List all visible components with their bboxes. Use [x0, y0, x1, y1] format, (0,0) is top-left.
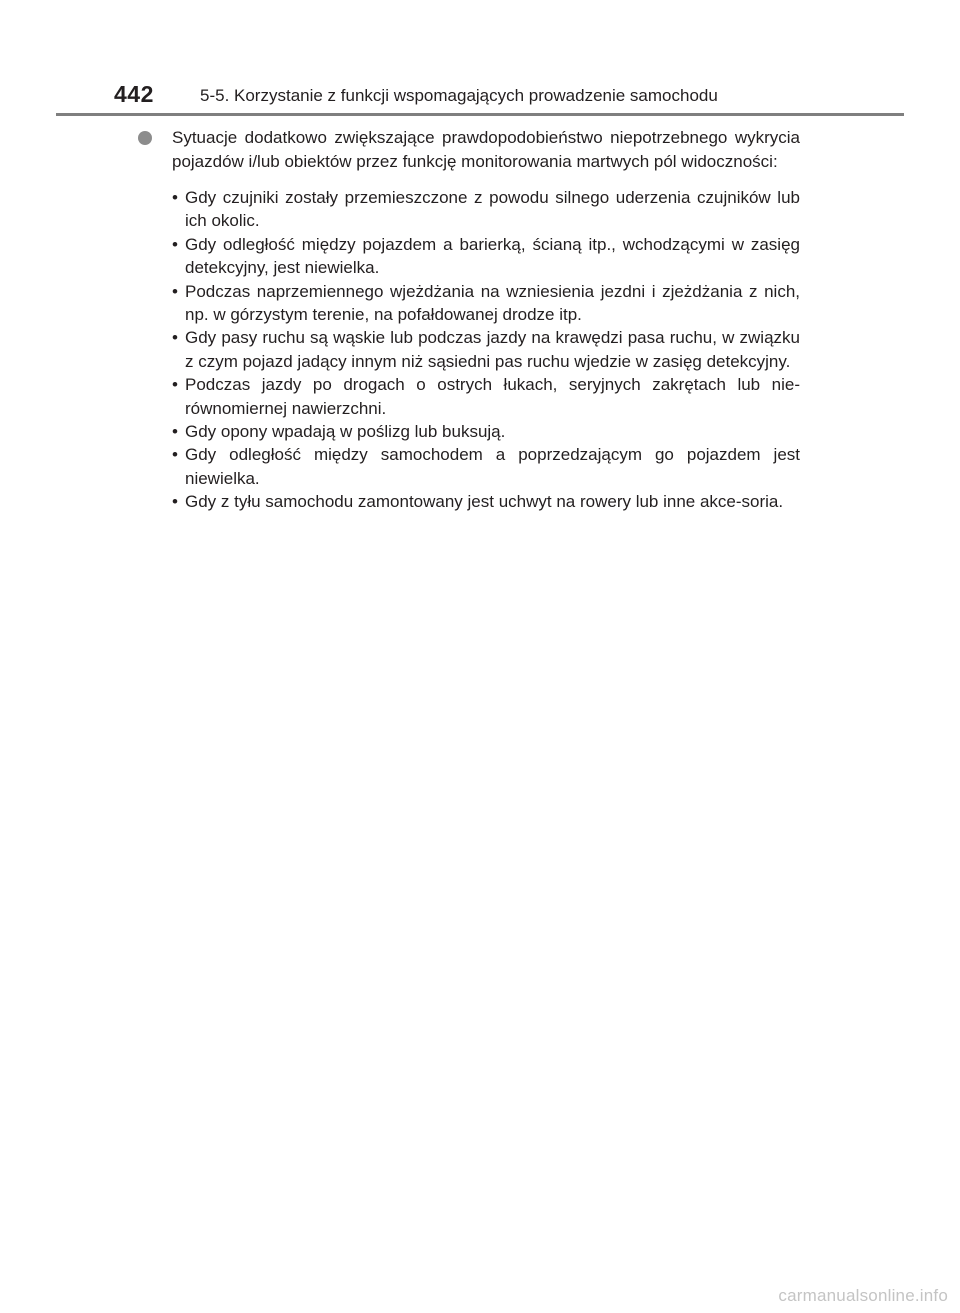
- situation-list: [138, 186, 800, 514]
- section-title: 5-5. Korzystanie z funkcji wspomagających prowadzenie samochodu: [200, 86, 718, 105]
- list-item-text: Gdy odległość między samochodem a poprzedzającym go pojazdem jest niewielka.: [185, 445, 800, 488]
- list-item: [172, 326, 800, 373]
- list-item-text: Gdy odległość między pojazdem a barierką, ścianą itp., wchodzącymi w zasięg detekcyjny, jest niewielka.: [185, 234, 800, 278]
- list-item-text: Gdy czujniki zostały przemieszczone z powodu silnego uderzenia czujników lub ich okolic.: [185, 188, 800, 231]
- bullet-dot-icon: •: [172, 281, 178, 301]
- bullet-dot-icon: •: [172, 234, 178, 254]
- lead-text: Sytuacje dodatkowo zwiększające prawdopodobieństwo niepotrzebnego wykrycia pojazdów i/lub obiektów przez funkcję monitorowania martwych pól widoczności:: [172, 128, 800, 171]
- circle-bullet-icon: [138, 131, 152, 145]
- list-item-text: Podczas naprzemiennego wjeżdżania na wzniesienia jezdni i zjeżdżania z nich, np. w górzystym terenie, na pofałdowanej drodze itp.: [185, 281, 800, 325]
- list-item-text: Gdy pasy ruchu są wąskie lub podczas jazdy na krawędzi pasa ruchu, w związku z czym pojazd jadący innym niż sąsiedni pas ruchu wjedzie w zasięg detekcyjny.: [185, 328, 800, 371]
- list-item-text: Gdy z tyłu samochodu zamontowany jest uchwyt na rowery lub inne akce-soria.: [185, 492, 784, 512]
- list-item: [172, 280, 800, 327]
- bullet-dot-icon: •: [172, 445, 178, 465]
- bullet-dot-icon: •: [172, 375, 178, 395]
- bullet-dot-icon: •: [172, 422, 178, 442]
- bullet-dot-icon: •: [172, 492, 178, 512]
- page-number: 442: [114, 81, 154, 107]
- header-divider: [56, 113, 904, 116]
- bullet-dot-icon: •: [172, 188, 178, 207]
- list-item: [172, 373, 800, 420]
- list-item-text: Gdy opony wpadają w poślizg lub buksują.: [185, 422, 506, 442]
- list-item-text: Podczas jazdy po drogach o ostrych łukach, seryjnych zakrętach lub nie-równomiernej nawierzchni.: [185, 375, 800, 418]
- main-content: [138, 126, 800, 514]
- list-item: [172, 443, 800, 490]
- list-item: [172, 233, 800, 280]
- list-item: [172, 490, 800, 513]
- list-item: [172, 420, 800, 443]
- list-item: [172, 186, 800, 233]
- footer-watermark: carmanualsonline.info: [778, 1286, 948, 1305]
- lead-paragraph: [138, 126, 800, 174]
- bullet-dot-icon: •: [172, 328, 178, 348]
